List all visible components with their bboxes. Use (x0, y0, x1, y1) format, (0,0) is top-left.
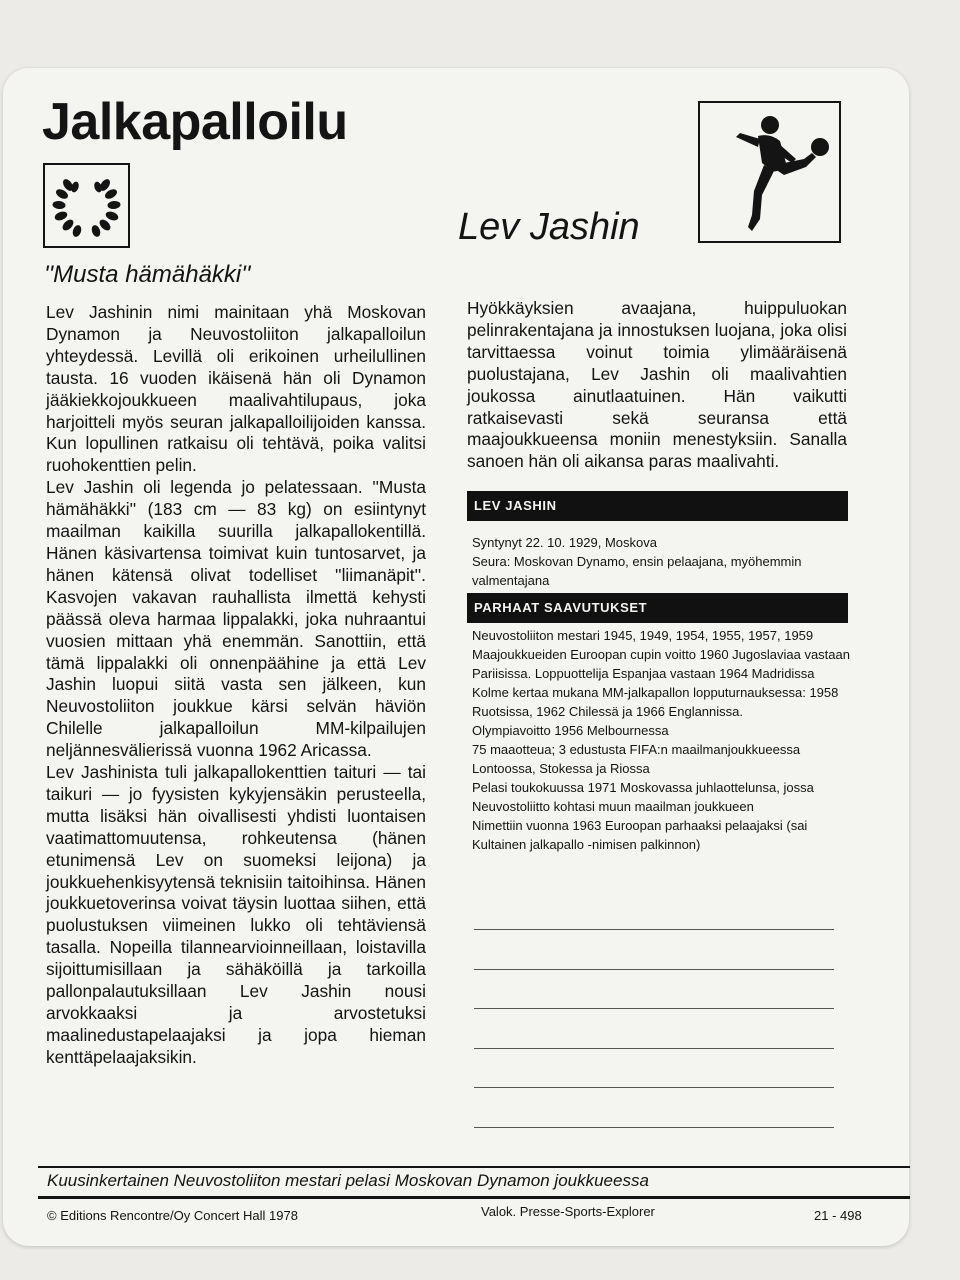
notes-lines (474, 929, 834, 1167)
achievement-item: 75 maaotteua; 3 edustusta FIFA:n maailmanjoukkueessa Lontoossa, Stokessa ja Riossa (472, 742, 801, 776)
sport-pictogram-box (698, 101, 841, 243)
biography-paragraph: Lev Jashinista tuli jalkapallokenttien taituri — tai taikuri — jo fyysisten kykyjensäkin perusteella, mutta lisäksi hän oivallisesti yhdisti luontaisen vaatimattomuutensa, rohkeutensa (hänen etunimensä Lev on suomeksi leijona) ja joukkuehenkisyytensä teknisiin taitoihinsa. Hänen joukkuetoverinsa voivat täysin luottaa siihen, että puolustuksen viimeinen lukko oli tehtäviensä tasalla. Nopeilla tilannearvioinneillaan, loistavilla sijoittumisillaan ja sähäköillä ja tarkoilla pallonpalautuksillaan Lev Jashin nousi arvokkaaksi ja arvostetuksi maalinedustapelaajaksi ja jopa hieman kenttäpelaajaksikin. (46, 762, 426, 1067)
caption-rule-bottom (38, 1196, 910, 1199)
achievement-item: Nimettiin vuonna 1963 Euroopan parhaaksi pelaajaksi (sai Kultainen jalkapallo -nimisen palkinnon) (472, 818, 808, 852)
laurel-wreath-icon (45, 165, 128, 246)
biography-paragraph: Lev Jashin oli legenda jo pelatessaan. ''Musta hämähäkki'' (183 cm — 83 kg) on esiintynyt maailman kaikilla suurilla jalkapallokentillä. Hänen käsivartensa toimivat kuin tuntosarvet, ja hänen kätensä olivat todelliset ''liimanäpit''. Kasvojen vakavan rauhallista ilmettä kehysti päässä oleva harmaa lippalakki, joka nuhraantui vuosien mittaan yhä enemmän. Sanottiin, että tämä lippalakki oli onnenpäähine ja että Lev Jashin luopui siitä vasta sen jälkeen, kun Neuvostoliiton joukkue kärsi selvän häviön Chilelle jalkapalloilun MM-kilpailujen neljännesvälierissä vuonna 1962 Aricassa. (46, 477, 426, 761)
sport-title: Jalkapalloilu (42, 93, 348, 151)
achievement-item: Olympiavoitto 1956 Melbournessa (472, 723, 669, 738)
achievement-item: Maajoukkueiden Euroopan cupin voitto 1960 Jugoslaviaa vastaan Pariisissa. Loppuottelija Espanjaa vastaan 1964 Madridissa (472, 647, 850, 681)
soccer-player-kick-icon (700, 103, 839, 241)
note-line (474, 969, 834, 970)
note-line (474, 1048, 834, 1049)
note-line (474, 929, 834, 930)
photo-credit: Valok. Presse-Sports-Explorer (481, 1204, 655, 1219)
photo-caption: Kuusinkertainen Neuvostoliiton mestari pelasi Moskovan Dynamon joukkueessa (47, 1171, 649, 1190)
note-line (474, 1087, 834, 1088)
achievement-item: Pelasi toukokuussa 1971 Moskovassa juhlaottelunsa, jossa Neuvostoliitto kohtasi muun maailman joukkueen (472, 780, 814, 814)
athlete-name: Lev Jashin (458, 206, 640, 248)
card-number: 21 - 498 (814, 1208, 862, 1223)
achievements-list (472, 626, 862, 854)
biography-paragraph: Lev Jashinin nimi mainitaan yhä Moskovan Dynamon ja Neuvostoliiton jalkapalloilun yhteydessä. Levillä oli erikoinen urheilullinen tausta. 16 vuoden ikäisenä hän oli Dynamon jääkiekkojoukkueen maalivahtilupaus, joka harjoitteli myös seuran jalkapalloilijoiden kanssa. Kun lopullinen ratkaisu oli tehtävä, poika valitsi ruohokenttien pelin. (46, 302, 426, 476)
bio-fact: Syntynyt 22. 10. 1929, Moskova (472, 535, 657, 550)
laurel-emblem-box (43, 163, 130, 248)
bio-facts (472, 533, 852, 590)
achievement-item: Neuvostoliiton mestari 1945, 1949, 1954, 1955, 1957, 1959 (472, 628, 814, 643)
bio-header: LEV JASHIN (467, 491, 848, 521)
nickname: ''Musta hämähäkki'' (44, 261, 251, 288)
copyright-text: © Editions Rencontre/Oy Concert Hall 1978 (47, 1208, 298, 1223)
career-summary: Hyökkäyksien avaajana, huippuluokan pelinrakentajana ja innostuksen luojana, joka olisi tarvittaessa voinut toimia ylimääräisenä puolustajana, Lev Jashin oli maalivahtien joukossa ainutlaatuinen. Hän vaikutti ratkaisevasti sekä seuransa että maajoukkueensa moniin menestyksiin. Sanalla sanoen hän oli aikansa paras maalivahti. (467, 298, 847, 472)
bio-fact: Seura: Moskovan Dynamo, ensin pelaajana, myöhemmin valmentajana (472, 554, 802, 588)
biography-text (46, 302, 426, 1069)
note-line (474, 1008, 834, 1009)
note-line (474, 1127, 834, 1128)
caption-rule-top (38, 1166, 910, 1168)
achievements-header: PARHAAT SAAVUTUKSET (467, 593, 848, 623)
achievement-item: Kolme kertaa mukana MM-jalkapallon lopputurnauksessa: 1958 Ruotsissa, 1962 Chilessä ja 1966 Englannissa. (472, 685, 839, 719)
